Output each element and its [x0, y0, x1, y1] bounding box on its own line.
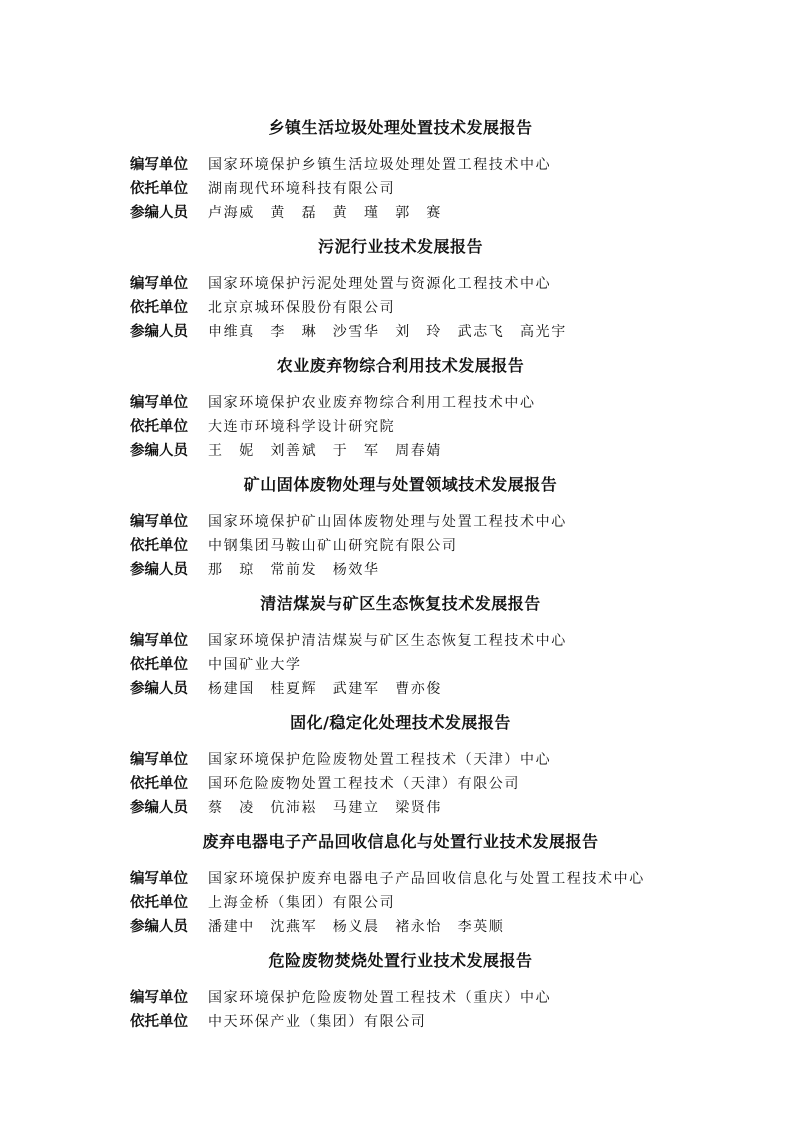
- host-unit-value: 上海金桥（集团）有限公司: [208, 895, 396, 911]
- section-title: 废弃电器电子产品回收信息化与处置行业技术发展报告: [202, 832, 599, 851]
- host-unit-label: 依托单位: [130, 657, 188, 673]
- author-unit-value: 国家环境保护农业废弃物综合利用工程技术中心: [208, 395, 536, 411]
- contributors-value: 王 妮 刘善斌 于 军 周春婧: [208, 443, 442, 459]
- host-unit-label: 依托单位: [130, 181, 188, 197]
- section-title: 农业废弃物综合利用技术发展报告: [276, 356, 525, 375]
- author-unit-row: [130, 631, 770, 651]
- author-unit-label: 编写单位: [130, 395, 188, 411]
- contributors-row: [130, 203, 770, 223]
- contributors-row: [130, 798, 770, 818]
- author-unit-label: 编写单位: [130, 633, 188, 649]
- host-unit-row: [130, 298, 770, 318]
- contributors-row: [130, 441, 770, 461]
- host-unit-row: [130, 179, 770, 199]
- author-unit-value: 国家环境保护污泥处理处置与资源化工程技术中心: [208, 276, 552, 292]
- contributors-value: 那 琼 常前发 杨效华: [208, 562, 380, 578]
- contributors-label: 参编人员: [130, 324, 188, 340]
- contributors-row: [130, 560, 770, 580]
- contributors-value: 潘建中 沈燕军 杨义晨 褚永怡 李英顺: [208, 919, 505, 935]
- author-unit-label: 编写单位: [130, 514, 188, 530]
- author-unit-value: 国家环境保护矿山固体废物处理与处置工程技术中心: [208, 514, 567, 530]
- author-unit-label: 编写单位: [130, 752, 188, 768]
- author-unit-label: 编写单位: [130, 276, 188, 292]
- host-unit-label: 依托单位: [130, 776, 188, 792]
- host-unit-value: 大连市环境科学设计研究院: [208, 419, 396, 435]
- host-unit-row: [130, 417, 770, 437]
- contributors-label: 参编人员: [130, 800, 188, 816]
- author-unit-row: [130, 988, 770, 1008]
- author-unit-value: 国家环境保护危险废物处置工程技术（重庆）中心: [208, 990, 552, 1006]
- contributors-label: 参编人员: [130, 681, 188, 697]
- section-title: 清洁煤炭与矿区生态恢复技术发展报告: [260, 594, 541, 613]
- host-unit-value: 国环危险废物处置工程技术（天津）有限公司: [208, 776, 520, 792]
- contributors-value: 杨建国 桂夏辉 武建军 曹亦俊: [208, 681, 442, 697]
- host-unit-label: 依托单位: [130, 538, 188, 554]
- contributors-row: [130, 917, 770, 937]
- section-title: 矿山固体废物处理与处置领域技术发展报告: [243, 475, 558, 494]
- author-unit-label: 编写单位: [130, 871, 188, 887]
- host-unit-label: 依托单位: [130, 1014, 188, 1030]
- host-unit-row: [130, 655, 770, 675]
- author-unit-value: 国家环境保护乡镇生活垃圾处理处置工程技术中心: [208, 157, 552, 173]
- host-unit-value: 北京京城环保股份有限公司: [208, 300, 396, 316]
- host-unit-row: [130, 893, 770, 913]
- author-unit-label: 编写单位: [130, 157, 188, 173]
- contributors-value: 蔡 凌 伉沛崧 马建立 梁贤伟: [208, 800, 442, 816]
- contributors-row: [130, 679, 770, 699]
- host-unit-label: 依托单位: [130, 419, 188, 435]
- author-unit-row: [130, 155, 770, 175]
- host-unit-label: 依托单位: [130, 895, 188, 911]
- section-title: 乡镇生活垃圾处理处置技术发展报告: [268, 118, 533, 137]
- author-unit-row: [130, 274, 770, 294]
- contributors-value: 卢海威 黄 磊 黄 瑾 郭 赛: [208, 205, 442, 221]
- host-unit-row: [130, 774, 770, 794]
- author-unit-label: 编写单位: [130, 990, 188, 1006]
- section-title: 固化/稳定化处理技术发展报告: [290, 713, 511, 732]
- host-unit-row: [130, 536, 770, 556]
- contributors-row: [130, 322, 770, 342]
- contributors-value: 申维真 李 琳 沙雪华 刘 玲 武志飞 高光宇: [208, 324, 567, 340]
- host-unit-value: 湖南现代环境科技有限公司: [208, 181, 396, 197]
- host-unit-value: 中天环保产业（集团）有限公司: [208, 1014, 427, 1030]
- host-unit-value: 中国矿业大学: [208, 657, 302, 673]
- contributors-label: 参编人员: [130, 919, 188, 935]
- author-unit-row: [130, 512, 770, 532]
- host-unit-row: [130, 1012, 770, 1032]
- contributors-label: 参编人员: [130, 205, 188, 221]
- contributors-label: 参编人员: [130, 562, 188, 578]
- section-title: 污泥行业技术发展报告: [317, 237, 483, 256]
- contributors-label: 参编人员: [130, 443, 188, 459]
- author-unit-row: [130, 869, 770, 889]
- author-unit-row: [130, 750, 770, 770]
- author-unit-value: 国家环境保护危险废物处置工程技术（天津）中心: [208, 752, 552, 768]
- host-unit-value: 中钢集团马鞍山矿山研究院有限公司: [208, 538, 458, 554]
- host-unit-label: 依托单位: [130, 300, 188, 316]
- author-unit-row: [130, 393, 770, 413]
- author-unit-value: 国家环境保护清洁煤炭与矿区生态恢复工程技术中心: [208, 633, 567, 649]
- section-title: 危险废物焚烧处置行业技术发展报告: [268, 951, 533, 970]
- author-unit-value: 国家环境保护废弃电器电子产品回收信息化与处置工程技术中心: [208, 871, 645, 887]
